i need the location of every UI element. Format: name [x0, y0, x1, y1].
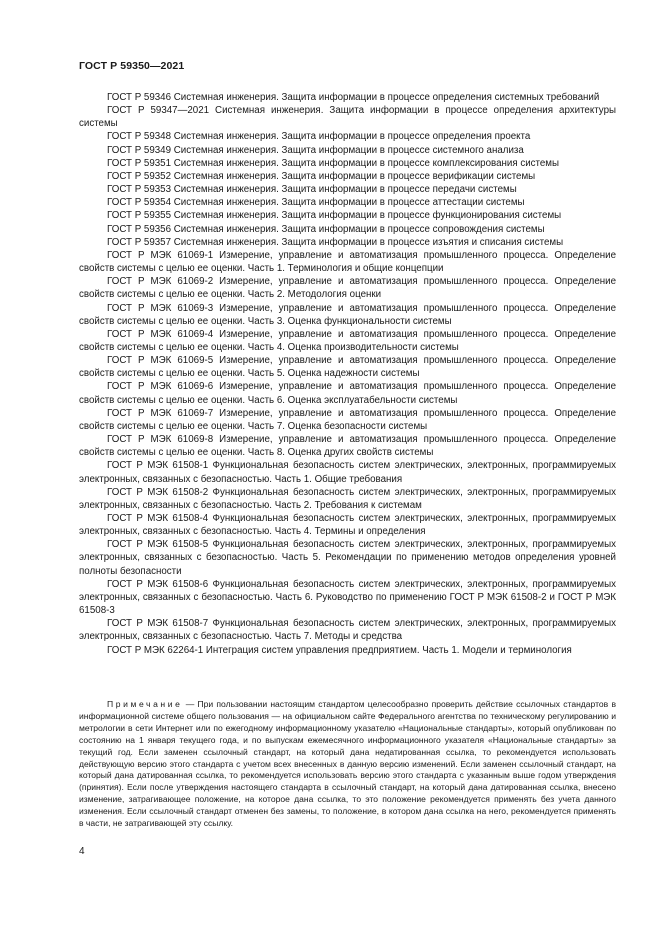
reference-item: ГОСТ Р 59356 Системная инженерия. Защита информации в процессе сопровождения системы [107, 223, 545, 235]
reference-item: ГОСТ Р МЭК 61069-1 Измерение, управление и автоматизация промышленного процесса. Определение свойств системы с целью ее оценки. Часть 1. Терминология и общие концепции [79, 249, 616, 275]
reference-item: ГОСТ Р МЭК 61069-7 Измерение, управление и автоматизация промышленного процесса. Определение свойств системы с целью ее оценки. Часть 7. Оценка безопасности системы [79, 407, 616, 432]
reference-item: ГОСТ Р 59347—2021 Системная инженерия. Защита информации в процессе определения архитектуры системы [79, 105, 616, 130]
page-number: 4 [79, 846, 85, 857]
reference-item: ГОСТ Р МЭК 62264-1 Интеграция систем управления предприятием. Часть 1. Модели и терминология [107, 644, 572, 656]
reference-item: ГОСТ Р МЭК 61069-3 Измерение, управление и автоматизация промышленного процесса. Определение свойств системы с целью ее оценки. Часть 3. Оценка функциональности системы [79, 302, 616, 327]
reference-item: ГОСТ Р 59355 Системная инженерия. Защита информации в процессе функционирования системы [107, 210, 562, 222]
reference-item: ГОСТ Р 59351 Системная инженерия. Защита информации в процессе комплексирования системы [107, 157, 560, 169]
reference-item: ГОСТ Р МЭК 61069-8 Измерение, управление и автоматизация промышленного процесса. Определение свойств системы с целью ее оценки. Часть 8. Оценка других свойств системы [79, 434, 616, 459]
reference-item: ГОСТ Р МЭК 61069-4 Измерение, управление и автоматизация промышленного процесса. Определение свойств системы с целью ее оценки. Часть 4. Оценка производительности системы [79, 328, 616, 353]
document-header: ГОСТ Р 59350—2021 [79, 60, 185, 72]
reference-item: ГОСТ Р 59349 Системная инженерия. Защита информации в процессе системного анализа [107, 144, 524, 156]
reference-item: ГОСТ Р 59346 Системная инженерия. Защита информации в процессе определения системных требований [107, 92, 600, 103]
note-paragraph [79, 699, 616, 830]
reference-item: ГОСТ Р МЭК 61508-5 Функциональная безопасность систем электрических, электронных, программируемых электронных, связанных с безопасностью. Часть 5. Рекомендации по применению методов определения уровней полноты безопасности [79, 539, 616, 577]
reference-item: ГОСТ Р 59352 Системная инженерия. Защита информации в процессе верификации системы [107, 170, 536, 182]
reference-item: ГОСТ Р МЭК 61069-6 Измерение, управление и автоматизация промышленного процесса. Определение свойств системы с целью ее оценки. Часть 6. Оценка эксплуатабельности системы [79, 381, 616, 406]
reference-item: ГОСТ Р МЭК 61069-5 Измерение, управление и автоматизация промышленного процесса. Определение свойств системы с целью ее оценки. Часть 5. Оценка надежности системы [79, 355, 616, 380]
reference-item: ГОСТ Р МЭК 61508-4 Функциональная безопасность систем электрических, электронных, программируемых электронных, связанных с безопасностью. Часть 4. Термины и определения [79, 513, 616, 538]
reference-item: ГОСТ Р МЭК 61069-2 Измерение, управление и автоматизация промышленного процесса. Определение свойств системы с целью ее оценки. Часть 2. Методология оценки [79, 276, 616, 301]
normative-references-list [79, 91, 616, 657]
reference-item: ГОСТ Р МЭК 61508-7 Функциональная безопасность систем электрических, электронных, программируемых электронных, связанных с безопасностью. Часть 7. Методы и средства [79, 618, 616, 643]
reference-item: ГОСТ Р МЭК 61508-6 Функциональная безопасность систем электрических, электронных, программируемых электронных, связанных с безопасностью. Часть 6. Руководство по применению ГОСТ Р МЭК 61508-2 и ГОСТ Р МЭК 61508-3 [79, 578, 616, 617]
reference-item: ГОСТ Р 59357 Системная инженерия. Защита информации в процессе изъятия и списания системы [107, 236, 564, 248]
note-text: — При пользовании настоящим стандартом целесообразно проверить действие ссылочных стандартов в информационной системе общего пользования — на официальном сайте Федерального агентства по техническому регулированию и метрологии в сети Интернет или по ежегодному информационному указателю «Национальные стандарты», который опубликован по состоянию на 1 января текущего года, и по выпускам ежемесячного информационного указателя «Национальные стандарты» за текущий год. Если заменен ссылочный стандарт, на который дана недатированная ссылка, то рекомендуется использовать действующую версию этого стандарта с учетом всех внесенных в данную версию изменений. Если заменен ссылочный стандарт, на который дана датированная ссылка, то рекомендуется использовать версию этого стандарта с указанным выше годом утверждения (принятия). Если после утверждения настоящего стандарта в ссылочный стандарт, на который дана датированная ссылка, внесено изменение, затрагивающее положение, на которое дана ссылка, то это положение рекомендуется применять без учета данного изменения. Если ссылочный стандарт отменен без замены, то положение, в котором дана ссылка на него, рекомендуется применять в части, не затрагивающей эту ссылку. [79, 699, 616, 829]
reference-item: ГОСТ Р 59353 Системная инженерия. Защита информации в процессе передачи системы [107, 184, 517, 196]
reference-item: ГОСТ Р МЭК 61508-2 Функциональная безопасность систем электрических, электронных, программируемых электронных, связанных с безопасностью. Часть 2. Требования к системам [79, 486, 616, 511]
reference-item: ГОСТ Р 59348 Системная инженерия. Защита информации в процессе определения проекта [107, 131, 531, 143]
note-label: Примечание [107, 699, 183, 709]
reference-item: ГОСТ Р МЭК 61508-1 Функциональная безопасность систем электрических, электронных, программируемых электронных, связанных с безопасностью. Часть 1. Общие требования [79, 460, 616, 485]
reference-item: ГОСТ Р 59354 Системная инженерия. Защита информации в процессе аттестации системы [107, 197, 525, 209]
